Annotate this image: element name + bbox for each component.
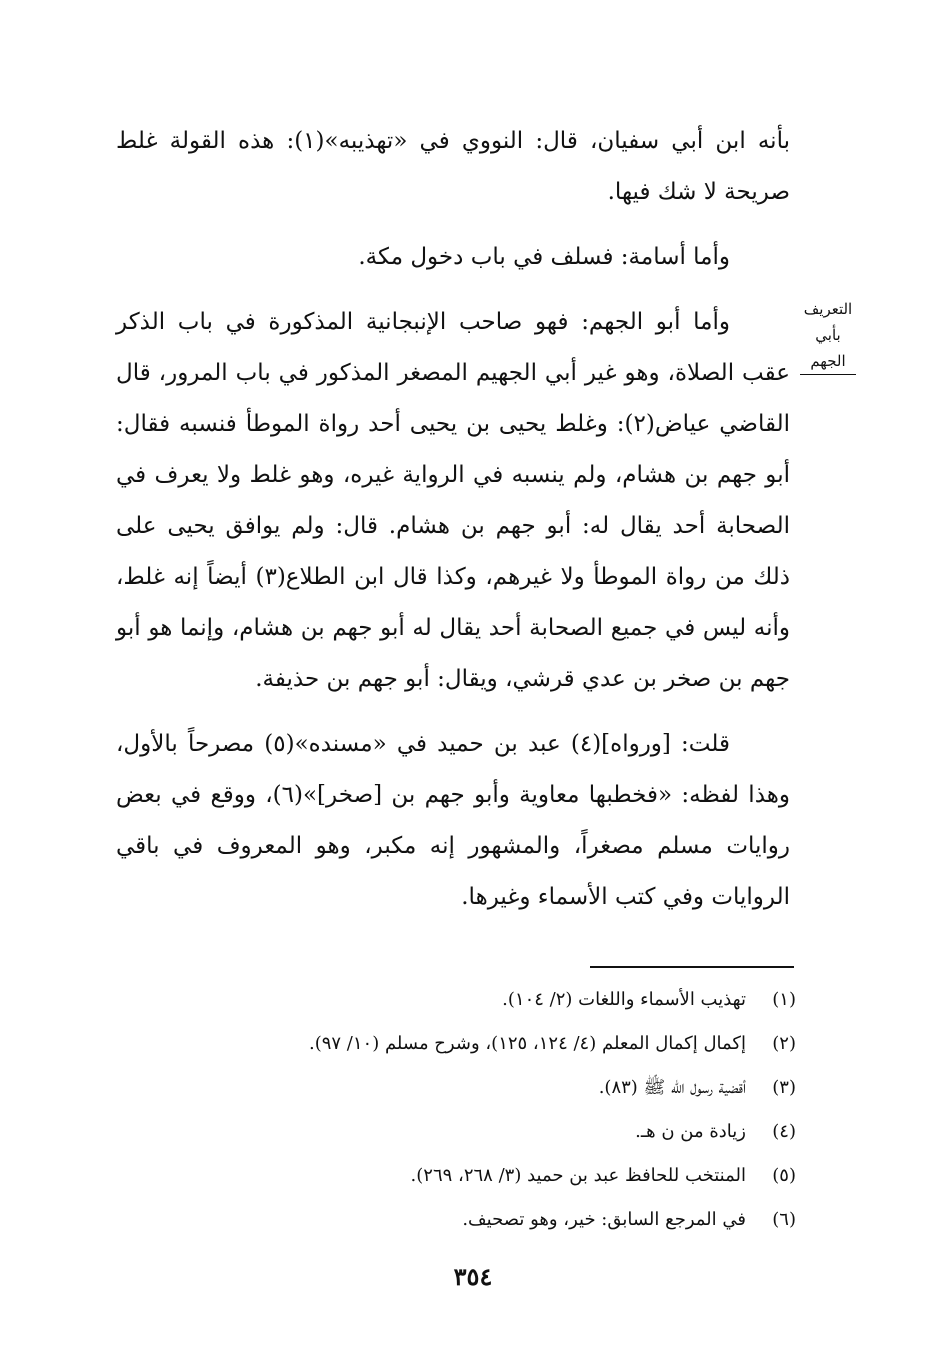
footnote [150,1022,796,1066]
footnote-text: إكمال إكمال المعلم (٤/ ١٢٤، ١٢٥)، وشرح مسلم (١٠/ ٩٧). [308,1033,746,1054]
footnote-number: (٤) [772,1121,796,1142]
footnote-text: زيادة من ن هـ. [635,1121,746,1142]
footnote-number: (٣) [772,1077,796,1098]
paragraph: بأنه ابن أبي سفيان، قال: النووي في «تهذيبه»(١): هذه القولة غلط صريحة لا شك فيها. [116,128,790,205]
footnote [150,1066,796,1110]
footnote [150,1154,796,1198]
page-number: ٣٥٤ [453,1262,493,1291]
paragraph: وأما أسامة: فسلف في باب دخول مكة. [358,244,730,270]
footnote-text: المنتخب للحافظ عبد بن حميد (٣/ ٢٦٨، ٢٦٩). [410,1165,746,1186]
footnote-number: (٦) [772,1209,796,1230]
footnote-text: تهذيب الأسماء واللغات (٢/ ١٠٤). [502,989,746,1010]
footnote [150,978,796,1022]
footnote-number: (١) [772,989,796,1010]
footnotes [150,978,796,1242]
footnote-text: في المرجع السابق: خير، وهو تصحيف. [462,1209,746,1230]
paragraph: وأما أبو الجهم: فهو صاحب الإنبجانية المذكورة في باب الذكر عقب الصلاة، وهو غير أبي الجهيم المصغر المذكور في باب المرور، قال القاضي عياض(٢): وغلط يحيى بن يحيى أحد رواة الموطأ فنسبه فقال: أبو جهم بن هشام، ولم ينسبه في الرواية غيره، وهو غلط ولا يعرف في الصحابة أحد يقال له: أبو جهم بن هشام. قال: ولم يوافق يحيى على ذلك من رواة الموطأ ولا غيرهم، وكذا قال ابن الطلاع(٣) أيضاً إنه غلط، وأنه ليس في جميع الصحابة أحد يقال له أبو جهم بن هشام، وإنما هو أبو جهم بن صخر بن عدي قرشي، ويقال: أبو جهم بن حذيفة. [116,309,790,692]
paragraph: قلت: [ورواه](٤) عبد بن حميد في «مسنده»(٥) مصرحاً بالأول، وهذا لفظه: «فخطبها معاوية وأبو جهم بن [صخر]»(٦)، ووقع في بعض روايات مسلم مصغراً، والمشهور إنه مكبر، وهو المعروف في باقي الروايات وفي كتب الأسماء وغيرها. [116,731,791,910]
footnote-number: (٢) [772,1033,796,1054]
footnote-divider [590,966,794,968]
margin-note: التعريف بأبي الجهم [800,296,856,375]
main-text [116,116,790,923]
footnote-number: (٥) [772,1165,796,1186]
footnote-text: أقضية رسول الله ﷺ (٨٣). [598,1077,746,1098]
footnote [150,1110,796,1154]
footnote [150,1198,796,1242]
